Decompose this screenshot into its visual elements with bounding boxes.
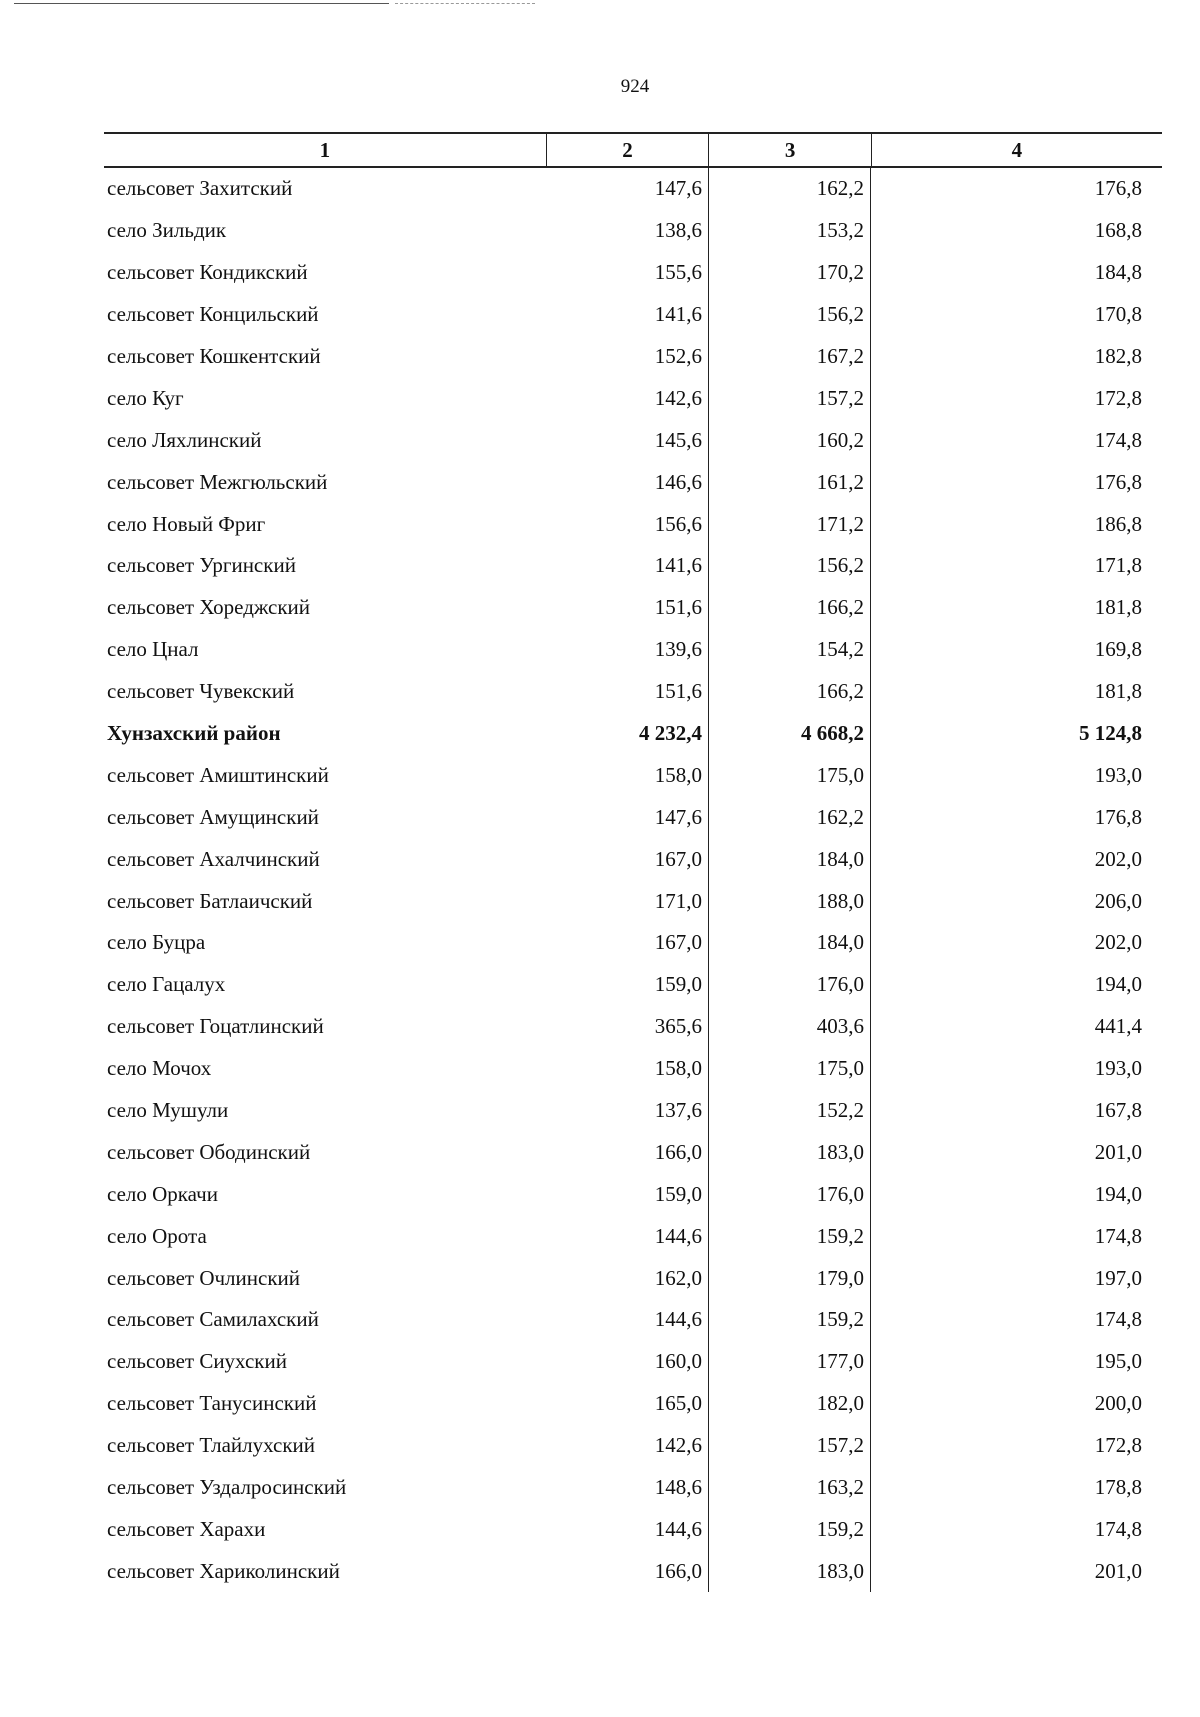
row-value-col3: 184,0 bbox=[709, 838, 871, 880]
table-row bbox=[104, 964, 1162, 1006]
row-value-col2: 167,0 bbox=[547, 922, 709, 964]
row-value-col2: 4 232,4 bbox=[547, 713, 709, 755]
row-value-col2: 144,6 bbox=[547, 1509, 709, 1551]
row-name-cell: сельсовет Амиштинский bbox=[107, 762, 329, 787]
column-header-3: 3 bbox=[709, 134, 872, 166]
row-name-cell: сельсовет Кондикский bbox=[107, 260, 308, 285]
row-name-cell: сельсовет Хариколинский bbox=[107, 1558, 340, 1583]
row-value-col4: 167,8 bbox=[1094, 1098, 1142, 1123]
row-value-col2: 147,6 bbox=[547, 168, 709, 210]
table-row bbox=[104, 1090, 1162, 1132]
row-value-col4: 176,8 bbox=[1094, 176, 1142, 201]
row-value-col2: 146,6 bbox=[547, 461, 709, 503]
row-name-cell: село Гацалух bbox=[107, 972, 226, 997]
row-value-col2: 155,6 bbox=[547, 252, 709, 294]
row-name-cell: сельсовет Очлинский bbox=[107, 1265, 300, 1290]
row-value-col3: 163,2 bbox=[709, 1467, 871, 1509]
row-value-col2: 158,0 bbox=[547, 1048, 709, 1090]
row-value-col4: 5 124,8 bbox=[1079, 721, 1142, 746]
row-value-col2: 365,6 bbox=[547, 1006, 709, 1048]
row-value-col3: 176,0 bbox=[709, 964, 871, 1006]
row-value-col3: 183,0 bbox=[709, 1550, 871, 1592]
row-name-cell: сельсовет Ахалчинский bbox=[107, 846, 320, 871]
row-value-col2: 144,6 bbox=[547, 1215, 709, 1257]
row-value-col2: 141,6 bbox=[547, 545, 709, 587]
row-value-col4: 168,8 bbox=[1094, 218, 1142, 243]
table-row bbox=[104, 377, 1162, 419]
row-value-col4: 184,8 bbox=[1094, 260, 1142, 285]
row-value-col4: 202,0 bbox=[1094, 846, 1142, 871]
table-row bbox=[104, 1467, 1162, 1509]
row-name-cell: сельсовет Самилахский bbox=[107, 1307, 319, 1332]
row-value-col3: 156,2 bbox=[709, 294, 871, 336]
table-row bbox=[104, 419, 1162, 461]
row-value-col2: 139,6 bbox=[547, 629, 709, 671]
row-value-col2: 152,6 bbox=[547, 336, 709, 378]
row-name-cell: сельсовет Ободинский bbox=[107, 1139, 311, 1164]
row-name-cell: село Зильдик bbox=[107, 218, 227, 243]
table-row bbox=[104, 336, 1162, 378]
row-value-col4: 200,0 bbox=[1094, 1391, 1142, 1416]
row-name-cell: село Куг bbox=[107, 385, 184, 410]
row-name-cell: сельсовет Батлаичский bbox=[107, 888, 313, 913]
row-name-cell: сельсовет Сиухский bbox=[107, 1349, 287, 1374]
row-value-col2: 159,0 bbox=[547, 1173, 709, 1215]
column-header-1: 1 bbox=[104, 134, 547, 166]
row-name-cell: сельсовет Хореджский bbox=[107, 595, 311, 620]
row-value-col4: 174,8 bbox=[1094, 1516, 1142, 1541]
row-name-cell: село Новый Фриг bbox=[107, 511, 266, 536]
row-value-col3: 182,0 bbox=[709, 1383, 871, 1425]
table-row bbox=[104, 168, 1162, 210]
row-value-col4: 195,0 bbox=[1094, 1349, 1142, 1374]
row-value-col4: 206,0 bbox=[1094, 888, 1142, 913]
row-name-cell: сельсовет Чувекский bbox=[107, 679, 295, 704]
table-row bbox=[104, 1550, 1162, 1592]
row-value-col3: 160,2 bbox=[709, 419, 871, 461]
row-value-col2: 167,0 bbox=[547, 838, 709, 880]
table-row bbox=[104, 796, 1162, 838]
row-value-col3: 162,2 bbox=[709, 796, 871, 838]
row-value-col3: 167,2 bbox=[709, 336, 871, 378]
row-value-col4: 201,0 bbox=[1094, 1139, 1142, 1164]
row-name-cell: село Ляхлинский bbox=[107, 427, 262, 452]
table-row bbox=[104, 1509, 1162, 1551]
row-value-col3: 176,0 bbox=[709, 1173, 871, 1215]
row-value-col3: 159,2 bbox=[709, 1299, 871, 1341]
row-value-col2: 165,0 bbox=[547, 1383, 709, 1425]
row-name-cell: сельсовет Захитский bbox=[107, 176, 293, 201]
row-name-cell: село Цнал bbox=[107, 637, 199, 662]
row-value-col2: 160,0 bbox=[547, 1341, 709, 1383]
row-value-col2: 145,6 bbox=[547, 419, 709, 461]
row-name-cell: село Мушули bbox=[107, 1098, 229, 1123]
row-name-cell: сельсовет Концильский bbox=[107, 302, 319, 327]
row-value-col4: 197,0 bbox=[1094, 1265, 1142, 1290]
table-row bbox=[104, 545, 1162, 587]
row-value-col2: 141,6 bbox=[547, 294, 709, 336]
row-value-col2: 142,6 bbox=[547, 1425, 709, 1467]
row-name-cell: Хунзахский район bbox=[107, 721, 281, 746]
row-value-col3: 156,2 bbox=[709, 545, 871, 587]
column-header-4: 4 bbox=[1011, 137, 1023, 162]
row-name-cell: сельсовет Харахи bbox=[107, 1516, 266, 1541]
row-value-col2: 156,6 bbox=[547, 503, 709, 545]
row-value-col3: 159,2 bbox=[709, 1215, 871, 1257]
row-value-col3: 154,2 bbox=[709, 629, 871, 671]
row-value-col3: 184,0 bbox=[709, 922, 871, 964]
row-name-cell: сельсовет Амущинский bbox=[107, 804, 319, 829]
row-name-cell: сельсовет Тлайлухский bbox=[107, 1433, 316, 1458]
row-value-col4: 172,8 bbox=[1094, 1433, 1142, 1458]
table-row bbox=[104, 922, 1162, 964]
table-row-district-total bbox=[104, 713, 1162, 755]
row-name-cell: сельсовет Уздалросинский bbox=[107, 1475, 347, 1500]
row-value-col4: 178,8 bbox=[1094, 1475, 1142, 1500]
table-row bbox=[104, 294, 1162, 336]
row-value-col2: 148,6 bbox=[547, 1467, 709, 1509]
row-value-col3: 152,2 bbox=[709, 1090, 871, 1132]
table-row bbox=[104, 754, 1162, 796]
table-row bbox=[104, 210, 1162, 252]
row-name-cell: сельсовет Кошкентский bbox=[107, 344, 321, 368]
row-value-col3: 403,6 bbox=[709, 1006, 871, 1048]
table-row bbox=[104, 503, 1162, 545]
row-value-col4: 181,8 bbox=[1094, 679, 1142, 704]
row-name-cell: сельсовет Гоцатлинский bbox=[107, 1014, 324, 1039]
row-value-col4: 169,8 bbox=[1094, 637, 1142, 662]
row-value-col2: 147,6 bbox=[547, 796, 709, 838]
row-value-col4: 174,8 bbox=[1094, 1307, 1142, 1332]
row-value-col4: 202,0 bbox=[1094, 930, 1142, 955]
table-row bbox=[104, 1383, 1162, 1425]
row-value-col3: 157,2 bbox=[709, 377, 871, 419]
row-value-col3: 4 668,2 bbox=[709, 713, 871, 755]
row-name-cell: село Орота bbox=[107, 1223, 207, 1248]
column-header-2: 2 bbox=[547, 134, 710, 166]
row-value-col4: 176,8 bbox=[1094, 469, 1142, 494]
row-value-col3: 183,0 bbox=[709, 1131, 871, 1173]
row-value-col4: 174,8 bbox=[1094, 1223, 1142, 1248]
row-value-col2: 138,6 bbox=[547, 210, 709, 252]
table-row bbox=[104, 880, 1162, 922]
table-row bbox=[104, 1425, 1162, 1467]
row-value-col4: 193,0 bbox=[1094, 1056, 1142, 1081]
table-row bbox=[104, 1257, 1162, 1299]
row-value-col3: 179,0 bbox=[709, 1257, 871, 1299]
row-value-col4: 201,0 bbox=[1094, 1558, 1142, 1583]
row-value-col2: 151,6 bbox=[547, 671, 709, 713]
table-row bbox=[104, 1299, 1162, 1341]
row-value-col4: 172,8 bbox=[1094, 385, 1142, 410]
row-name-cell: сельсовет Танусинский bbox=[107, 1391, 317, 1416]
row-value-col4: 171,8 bbox=[1094, 553, 1142, 578]
table-row bbox=[104, 252, 1162, 294]
table-row bbox=[104, 671, 1162, 713]
row-value-col3: 159,2 bbox=[709, 1509, 871, 1551]
table-row bbox=[104, 587, 1162, 629]
row-value-col3: 162,2 bbox=[709, 168, 871, 210]
row-value-col4: 170,8 bbox=[1094, 302, 1142, 327]
row-value-col4: 194,0 bbox=[1094, 972, 1142, 997]
row-name-cell: сельсовет Ургинский bbox=[107, 553, 296, 578]
row-value-col3: 153,2 bbox=[709, 210, 871, 252]
table-row bbox=[104, 1173, 1162, 1215]
row-value-col3: 175,0 bbox=[709, 1048, 871, 1090]
row-value-col4: 194,0 bbox=[1094, 1181, 1142, 1206]
row-value-col2: 166,0 bbox=[547, 1131, 709, 1173]
row-value-col3: 170,2 bbox=[709, 252, 871, 294]
row-value-col3: 171,2 bbox=[709, 503, 871, 545]
row-value-col2: 162,0 bbox=[547, 1257, 709, 1299]
row-value-col2: 159,0 bbox=[547, 964, 709, 1006]
row-value-col4: 186,8 bbox=[1094, 511, 1142, 536]
row-name-cell: село Мочох bbox=[107, 1056, 212, 1081]
row-value-col2: 171,0 bbox=[547, 880, 709, 922]
row-value-col2: 166,0 bbox=[547, 1550, 709, 1592]
row-name-cell: село Буцра bbox=[107, 930, 206, 955]
row-value-col2: 158,0 bbox=[547, 754, 709, 796]
table-row bbox=[104, 1341, 1162, 1383]
row-value-col3: 166,2 bbox=[709, 671, 871, 713]
row-value-col4: 174,8 bbox=[1094, 427, 1142, 452]
row-value-col4: 181,8 bbox=[1094, 595, 1142, 620]
row-value-col3: 157,2 bbox=[709, 1425, 871, 1467]
row-value-col3: 161,2 bbox=[709, 461, 871, 503]
row-value-col2: 144,6 bbox=[547, 1299, 709, 1341]
top-edge-rule bbox=[14, 3, 389, 4]
data-table bbox=[104, 132, 1162, 1592]
row-value-col4: 441,4 bbox=[1094, 1014, 1142, 1039]
top-edge-rule-dashed bbox=[395, 3, 535, 4]
row-value-col3: 175,0 bbox=[709, 754, 871, 796]
row-name-cell: сельсовет Межгюльский bbox=[107, 469, 328, 494]
row-value-col2: 151,6 bbox=[547, 587, 709, 629]
row-value-col3: 166,2 bbox=[709, 587, 871, 629]
row-value-col3: 177,0 bbox=[709, 1341, 871, 1383]
table-row bbox=[104, 1131, 1162, 1173]
row-value-col2: 137,6 bbox=[547, 1090, 709, 1132]
table-row bbox=[104, 1006, 1162, 1048]
row-value-col4: 176,8 bbox=[1094, 804, 1142, 829]
table-header-row bbox=[104, 132, 1162, 168]
table-body bbox=[104, 168, 1162, 1592]
table-row bbox=[104, 838, 1162, 880]
table-row bbox=[104, 629, 1162, 671]
row-value-col3: 188,0 bbox=[709, 880, 871, 922]
table-row bbox=[104, 1215, 1162, 1257]
row-value-col4: 193,0 bbox=[1094, 762, 1142, 787]
row-name-cell: село Оркачи bbox=[107, 1181, 218, 1206]
table-row bbox=[104, 1048, 1162, 1090]
page-number: 924 bbox=[620, 76, 650, 97]
table-row bbox=[104, 461, 1162, 503]
row-value-col2: 142,6 bbox=[547, 377, 709, 419]
row-value-col4: 182,8 bbox=[1094, 344, 1142, 368]
